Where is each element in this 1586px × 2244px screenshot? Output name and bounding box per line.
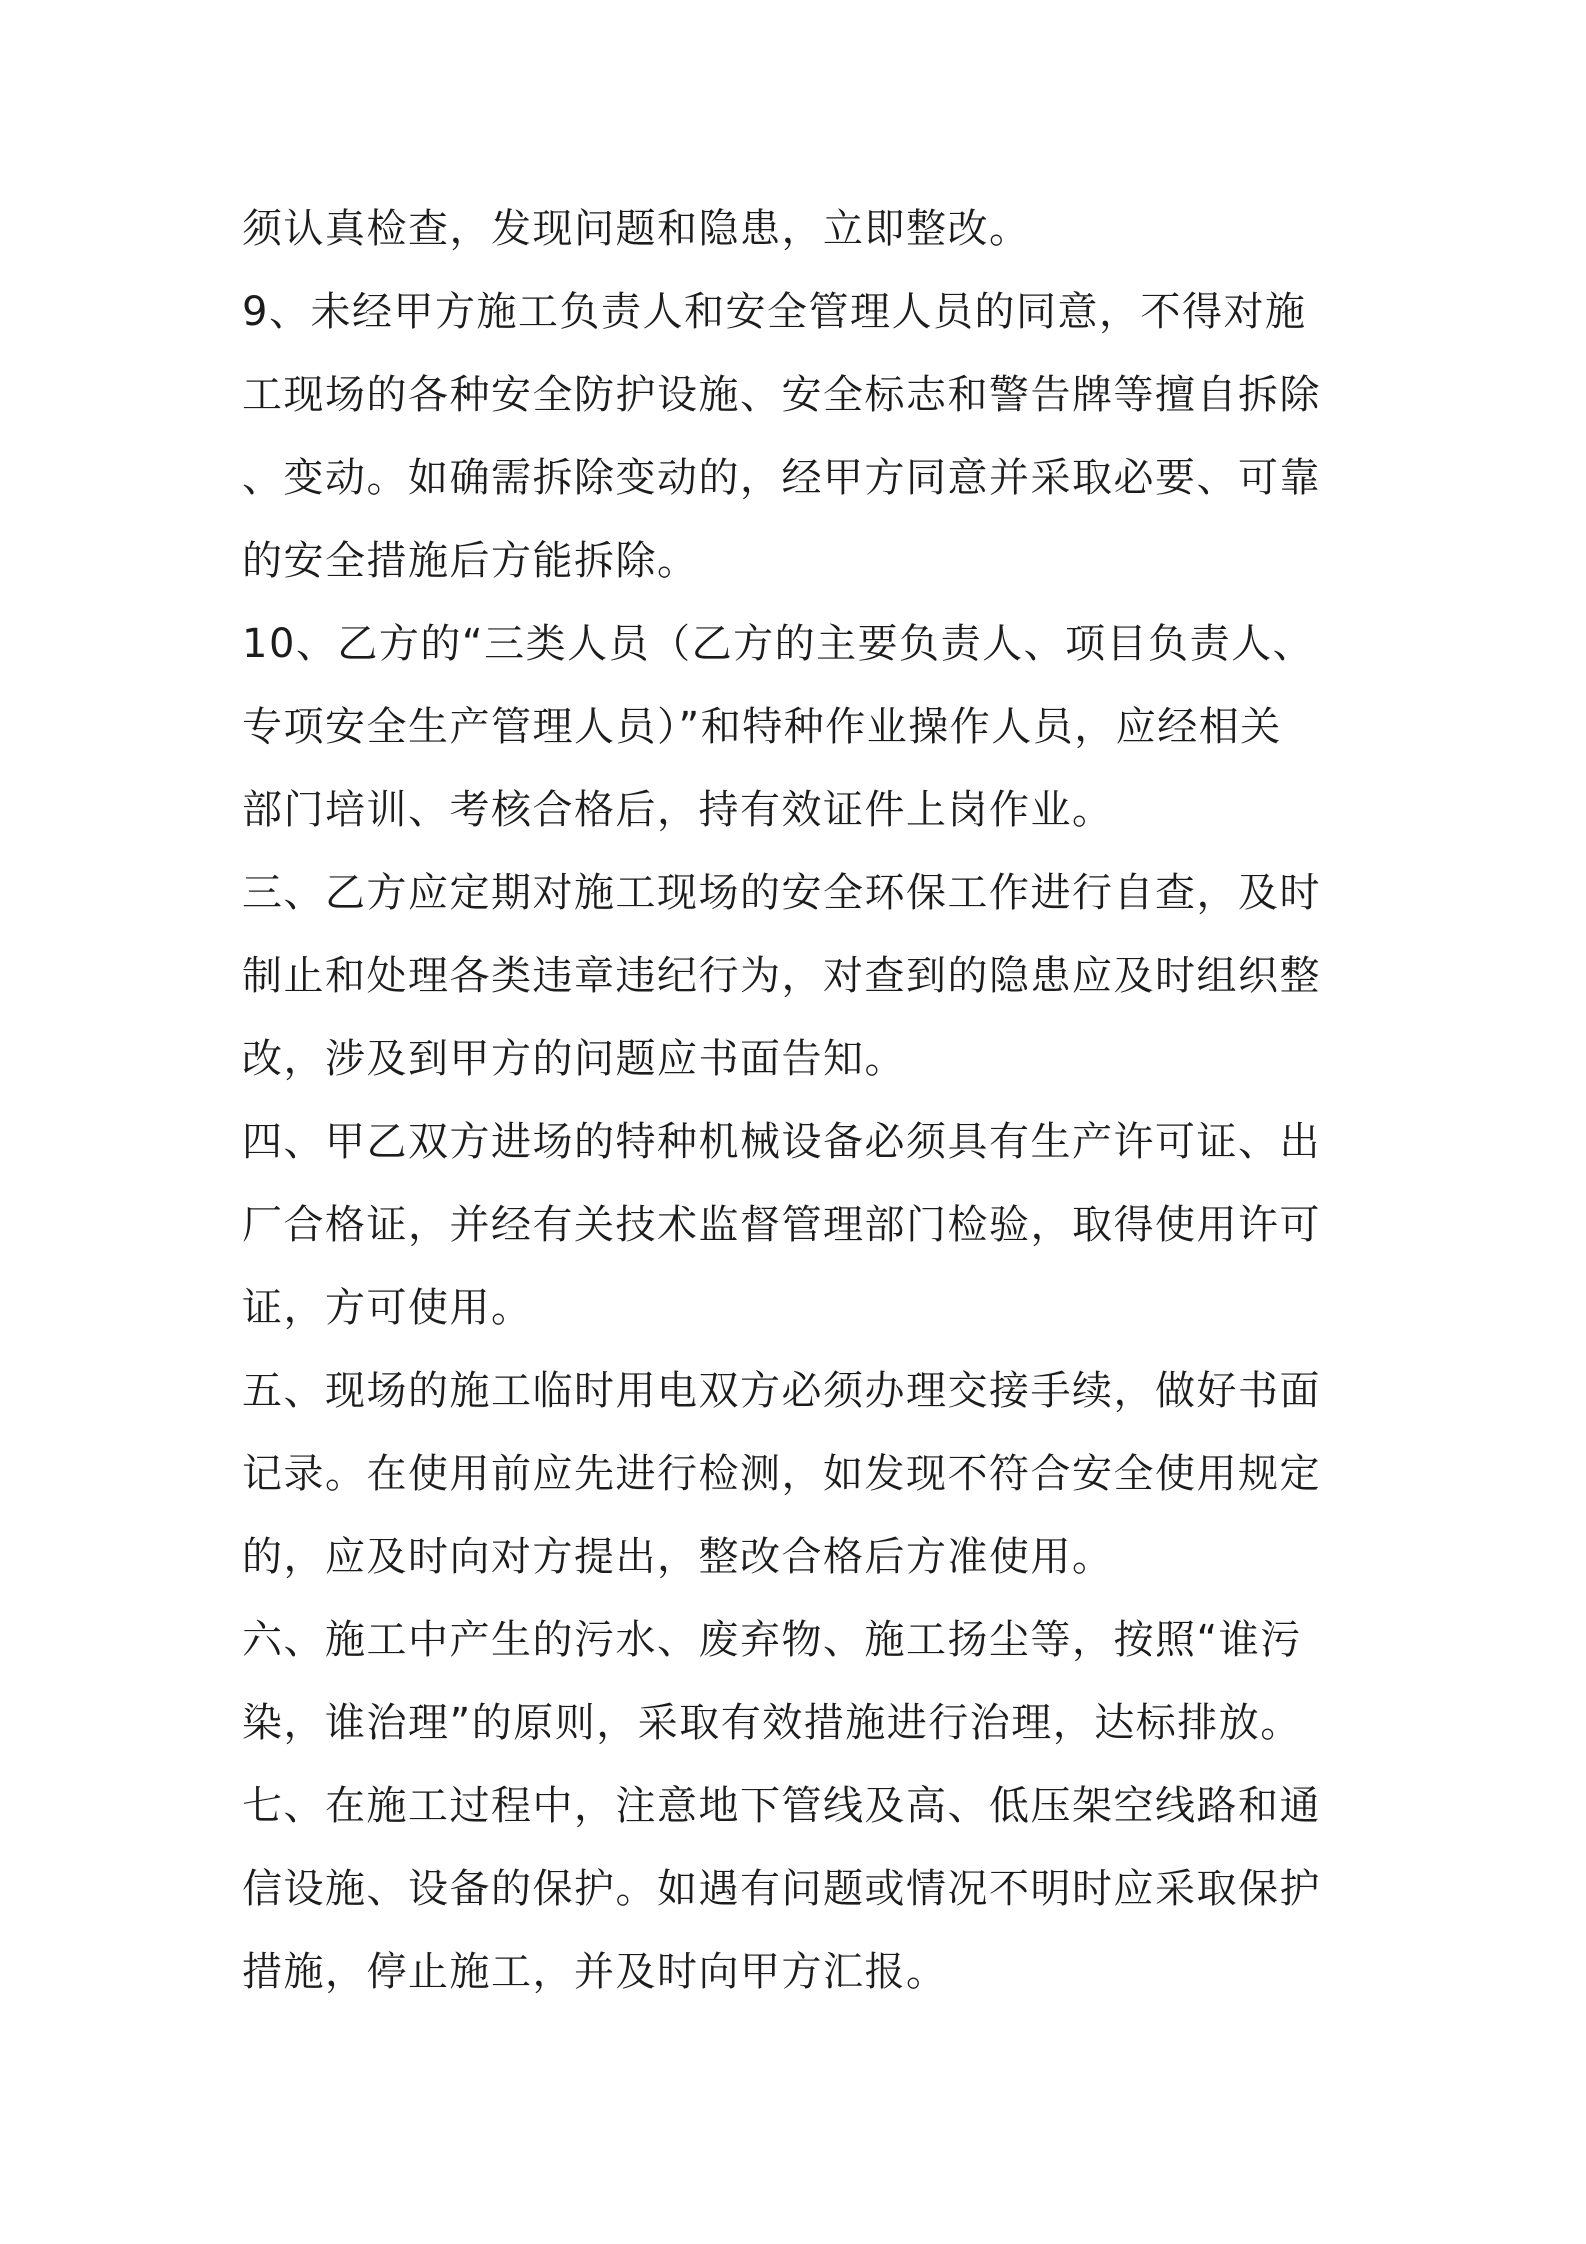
- text-line: 四、甲乙双方进场的特种机械设备必须具有生产许可证、出: [242, 1119, 1321, 1165]
- text-line: 专项安全生产管理人员）”和特种作业操作人员，应经相关: [242, 704, 1282, 750]
- text-line: 记录。在使用前应先进行检测，如发现不符合安全使用规定: [242, 1451, 1321, 1497]
- text-line: 染，谁治理”的原则，采取有效措施进行治理，达标排放。: [242, 1700, 1302, 1746]
- text-line: 的，应及时向对方提出，整改合格后方准使用。: [242, 1534, 1114, 1580]
- text-line: 的安全措施后方能拆除。: [242, 538, 699, 584]
- text-line: 部门培训、考核合格后，持有效证件上岗作业。: [242, 787, 1114, 833]
- text-line: 措施，停止施工，并及时向甲方汇报。: [242, 1949, 948, 1995]
- document-body: [242, 188, 1362, 2014]
- text-line: 工现场的各种安全防护设施、安全标志和警告牌等擅自拆除: [242, 372, 1321, 418]
- text-line: 须认真检查，发现问题和隐患，立即整改。: [242, 206, 1031, 252]
- text-line: 证，方可使用。: [242, 1285, 533, 1331]
- text-line: 六、施工中产生的污水、废弃物、施工扬尘等，按照“谁污: [242, 1617, 1302, 1663]
- text-line: 10、乙方的“三类人员（乙方的主要负责人、项目负责人、: [242, 621, 1315, 667]
- text-line: 9、未经甲方施工负责人和安全管理人员的同意，不得对施: [242, 289, 1307, 335]
- text-line: 五、现场的施工临时用电双方必须办理交接手续，做好书面: [242, 1368, 1321, 1414]
- text-line: 七、在施工过程中，注意地下管线及高、低压架空线路和通: [242, 1783, 1321, 1829]
- text-line: 、变动。如确需拆除变动的，经甲方同意并采取必要、可靠: [242, 455, 1321, 501]
- text-line: 制止和处理各类违章违纪行为，对查到的隐患应及时组织整: [242, 953, 1321, 999]
- text-line: 三、乙方应定期对施工现场的安全环保工作进行自查，及时: [242, 870, 1321, 916]
- text-line: 改，涉及到甲方的问题应书面告知。: [242, 1036, 906, 1082]
- text-line: 信设施、设备的保护。如遇有问题或情况不明时应采取保护: [242, 1866, 1321, 1912]
- text-line: 厂合格证，并经有关技术监督管理部门检验，取得使用许可: [242, 1202, 1321, 1248]
